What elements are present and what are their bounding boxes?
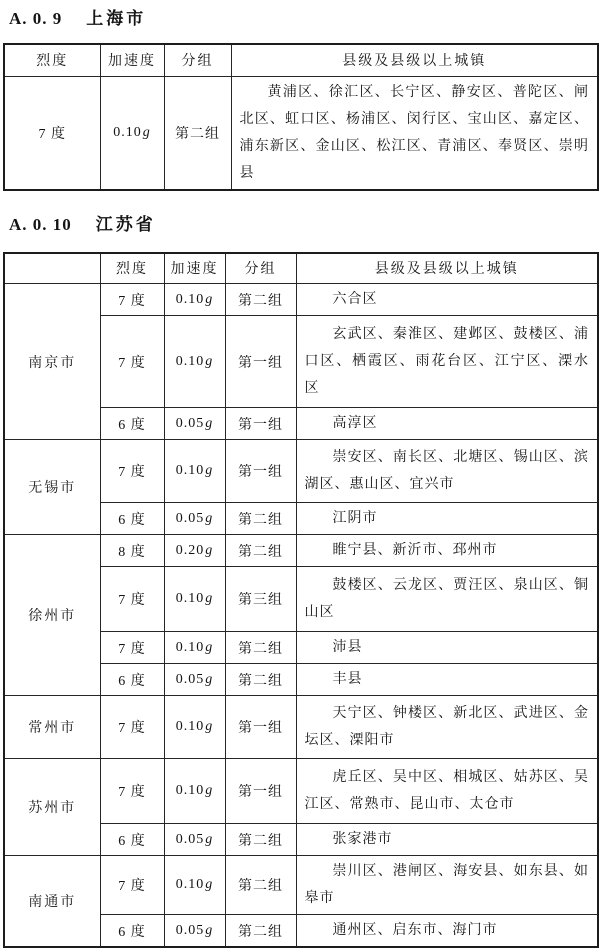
acceleration-value: 0.05 xyxy=(175,415,205,431)
header-row xyxy=(4,253,598,284)
acceleration-value: 0.10 xyxy=(175,719,205,734)
group-cell: 第二组 xyxy=(225,856,296,915)
acceleration-cell xyxy=(164,503,225,535)
column-header-acceleration: 加速度 xyxy=(164,253,225,284)
acceleration-cell xyxy=(164,408,225,440)
table-row xyxy=(4,535,598,567)
g-unit-symbol: g xyxy=(142,124,151,140)
acceleration-value: 0.10 xyxy=(175,463,205,478)
intensity-cell: 8 度 xyxy=(100,535,164,567)
g-unit-symbol: g xyxy=(205,463,214,478)
column-header-city xyxy=(4,253,100,284)
g-unit-symbol: g xyxy=(205,591,214,606)
group-cell: 第三组 xyxy=(225,567,296,632)
acceleration-cell xyxy=(164,632,225,664)
intensity-cell: 7 度 xyxy=(100,632,164,664)
header-row xyxy=(4,44,598,76)
acceleration-cell xyxy=(164,440,225,503)
g-unit-symbol: g xyxy=(205,510,214,526)
city-cell: 南通市 xyxy=(4,856,100,948)
acceleration-cell xyxy=(164,696,225,759)
section-heading-shanghai xyxy=(9,0,605,31)
g-unit-symbol: g xyxy=(205,639,214,655)
table-row xyxy=(4,759,598,824)
towns-cell: 张家港市 xyxy=(296,824,598,856)
intensity-cell: 6 度 xyxy=(100,408,164,440)
column-header-acceleration: 加速度 xyxy=(100,44,164,76)
towns-cell: 天宁区、钟楼区、新北区、武进区、金坛区、溧阳市 xyxy=(296,696,598,759)
acceleration-cell xyxy=(164,824,225,856)
intensity-cell: 7 度 xyxy=(100,284,164,316)
group-cell: 第二组 xyxy=(225,632,296,664)
column-header-intensity: 烈度 xyxy=(100,253,164,284)
g-unit-symbol: g xyxy=(205,877,214,892)
section-title: 上海市 xyxy=(86,9,147,28)
g-unit-symbol: g xyxy=(205,415,214,431)
intensity-cell: 7 度 xyxy=(100,440,164,503)
acceleration-cell xyxy=(164,759,225,824)
g-unit-symbol: g xyxy=(205,719,214,734)
acceleration-value: 0.10 xyxy=(175,291,205,307)
towns-cell: 虎丘区、吴中区、相城区、姑苏区、吴江区、常熟市、昆山市、太仓市 xyxy=(296,759,598,824)
intensity-cell: 7 度 xyxy=(100,856,164,915)
acceleration-value: 0.10 xyxy=(175,591,205,606)
column-header-towns: 县级及县级以上城镇 xyxy=(231,44,598,76)
towns-cell: 江阴市 xyxy=(296,503,598,535)
acceleration-cell xyxy=(164,664,225,696)
section-title: 江苏省 xyxy=(95,214,156,234)
group-cell: 第二组 xyxy=(225,503,296,535)
group-cell: 第二组 xyxy=(164,76,231,190)
table-row xyxy=(4,696,598,759)
acceleration-cell xyxy=(164,567,225,632)
table-row xyxy=(4,76,598,190)
towns-cell: 玄武区、秦淮区、建邺区、鼓楼区、浦口区、栖霞区、雨花台区、江宁区、溧水区 xyxy=(296,316,598,408)
group-cell: 第二组 xyxy=(225,535,296,567)
intensity-cell: 7 度 xyxy=(100,567,164,632)
section-number: A. 0. 9 xyxy=(9,9,63,28)
acceleration-cell xyxy=(164,316,225,408)
acceleration-value: 0.05 xyxy=(175,922,205,938)
g-unit-symbol: g xyxy=(205,831,214,847)
city-cell: 苏州市 xyxy=(4,759,100,856)
group-cell: 第一组 xyxy=(225,759,296,824)
column-header-towns: 县级及县级以上城镇 xyxy=(296,253,598,284)
intensity-cell: 6 度 xyxy=(100,824,164,856)
column-header-group: 分组 xyxy=(164,44,231,76)
city-cell: 南京市 xyxy=(4,284,100,440)
group-cell: 第二组 xyxy=(225,664,296,696)
g-unit-symbol: g xyxy=(205,291,214,307)
shanghai-seismic-table xyxy=(3,43,599,191)
group-cell: 第一组 xyxy=(225,440,296,503)
acceleration-cell xyxy=(100,76,164,190)
acceleration-cell xyxy=(164,915,225,948)
towns-cell: 睢宁县、新沂市、邳州市 xyxy=(296,535,598,567)
towns-cell: 崇安区、南长区、北塘区、锡山区、滨湖区、惠山区、宜兴市 xyxy=(296,440,598,503)
table-row xyxy=(4,856,598,915)
group-cell: 第二组 xyxy=(225,824,296,856)
acceleration-value: 0.10 xyxy=(113,124,142,140)
intensity-cell: 7 度 xyxy=(100,316,164,408)
acceleration-value: 0.10 xyxy=(175,353,205,369)
towns-cell: 沛县 xyxy=(296,632,598,664)
acceleration-value: 0.10 xyxy=(175,783,205,798)
g-unit-symbol: g xyxy=(205,922,214,938)
group-cell: 第一组 xyxy=(225,408,296,440)
jiangsu-seismic-table xyxy=(3,252,599,949)
acceleration-value: 0.05 xyxy=(175,671,205,687)
intensity-cell: 7 度 xyxy=(4,76,100,190)
intensity-cell: 7 度 xyxy=(100,696,164,759)
towns-cell: 丰县 xyxy=(296,664,598,696)
intensity-cell: 6 度 xyxy=(100,915,164,948)
group-cell: 第一组 xyxy=(225,696,296,759)
towns-cell: 崇川区、港闸区、海安县、如东县、如皋市 xyxy=(296,856,598,915)
intensity-cell: 6 度 xyxy=(100,664,164,696)
section-number: A. 0. 10 xyxy=(9,214,72,234)
table-row xyxy=(4,284,598,316)
towns-cell: 高淳区 xyxy=(296,408,598,440)
city-cell: 无锡市 xyxy=(4,440,100,535)
city-cell: 常州市 xyxy=(4,696,100,759)
city-cell: 徐州市 xyxy=(4,535,100,696)
intensity-cell: 6 度 xyxy=(100,503,164,535)
acceleration-value: 0.20 xyxy=(175,542,205,558)
g-unit-symbol: g xyxy=(205,542,214,558)
group-cell: 第一组 xyxy=(225,316,296,408)
towns-cell: 通州区、启东市、海门市 xyxy=(296,915,598,948)
acceleration-value: 0.10 xyxy=(175,877,205,892)
towns-cell: 黄浦区、徐汇区、长宁区、静安区、普陀区、闸北区、虹口区、杨浦区、闵行区、宝山区、嘉定区、浦东新区、金山区、松江区、青浦区、奉贤区、崇明县 xyxy=(231,76,598,190)
acceleration-cell xyxy=(164,284,225,316)
column-header-group: 分组 xyxy=(225,253,296,284)
g-unit-symbol: g xyxy=(205,671,214,687)
intensity-cell: 7 度 xyxy=(100,759,164,824)
towns-cell: 六合区 xyxy=(296,284,598,316)
acceleration-cell xyxy=(164,535,225,567)
towns-cell: 鼓楼区、云龙区、贾汪区、泉山区、铜山区 xyxy=(296,567,598,632)
group-cell: 第二组 xyxy=(225,284,296,316)
g-unit-symbol: g xyxy=(205,353,214,369)
table-row xyxy=(4,440,598,503)
group-cell: 第二组 xyxy=(225,915,296,948)
acceleration-value: 0.05 xyxy=(175,831,205,847)
acceleration-value: 0.05 xyxy=(175,510,205,526)
acceleration-cell xyxy=(164,856,225,915)
g-unit-symbol: g xyxy=(205,783,214,798)
column-header-intensity: 烈度 xyxy=(4,44,100,76)
acceleration-value: 0.10 xyxy=(175,639,205,655)
section-heading-jiangsu xyxy=(9,213,605,237)
